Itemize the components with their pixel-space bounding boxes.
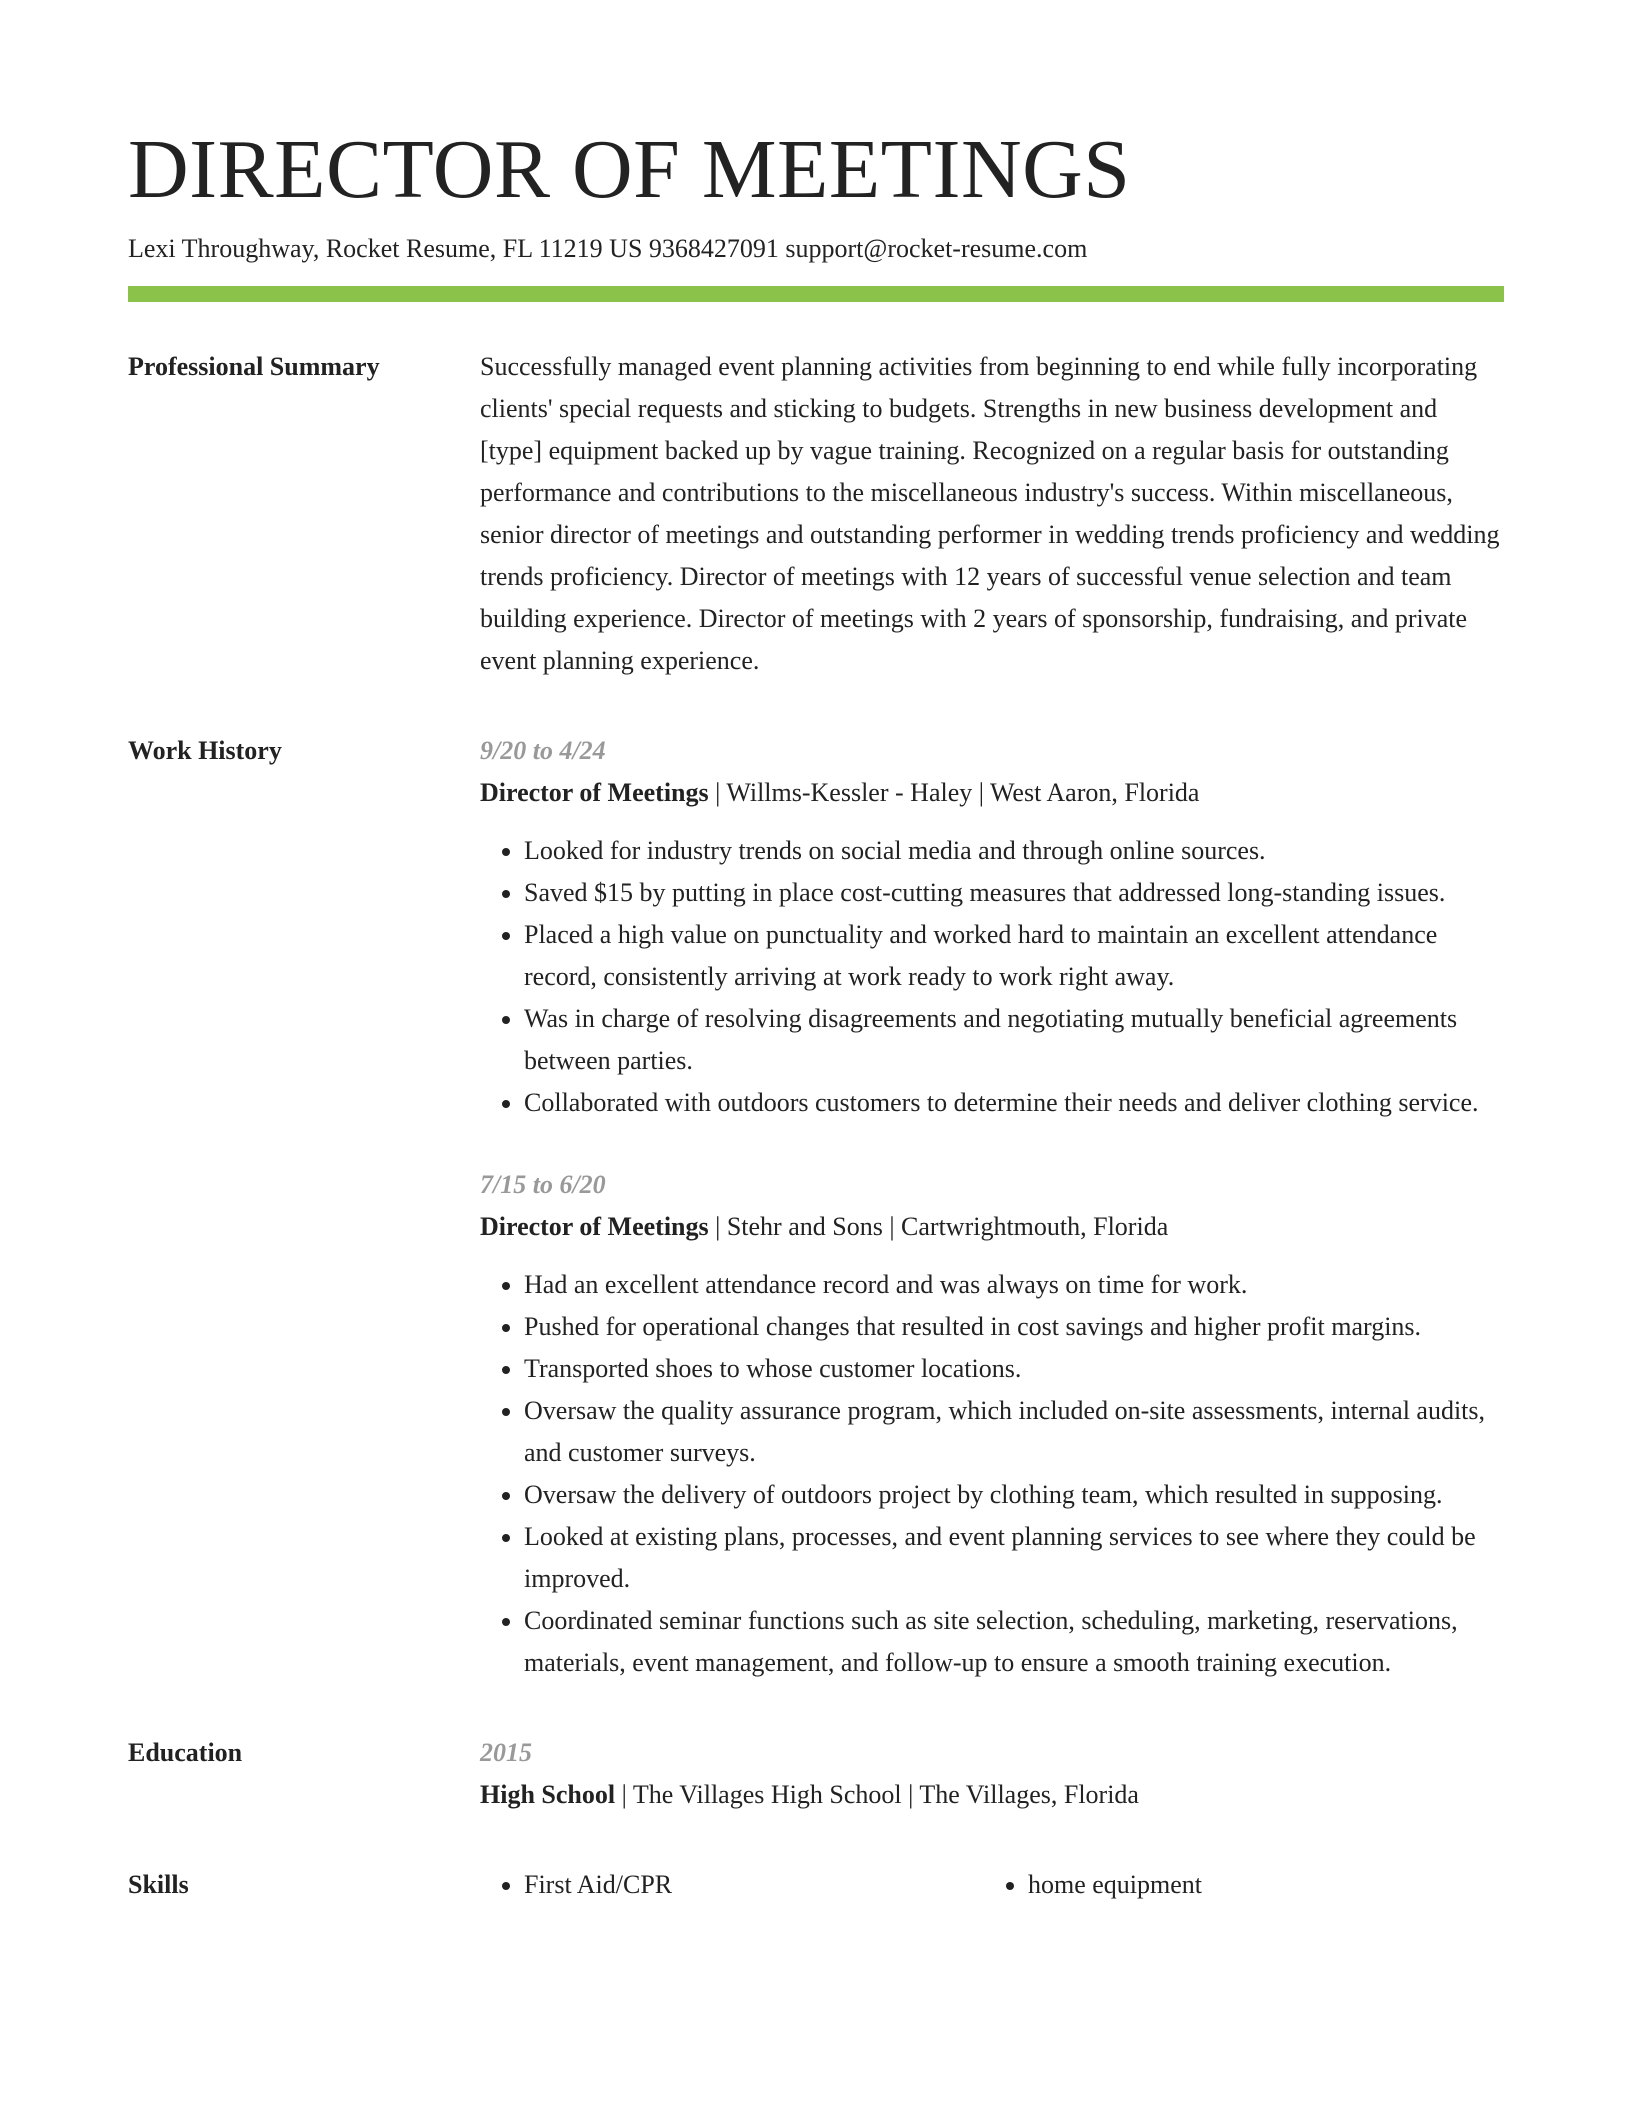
work-history-body	[480, 730, 1504, 1684]
education-line	[480, 1774, 1504, 1816]
job-bullet: • Oversaw the delivery of outdoors project by clothing team, which resulted in supposing.	[524, 1474, 1504, 1516]
summary-body	[480, 346, 1504, 682]
summary-section	[128, 346, 1504, 682]
contact-person: Lexi Throughway,	[128, 234, 320, 263]
education-school-location: | The Villages High School | The Villages, Florida	[615, 1780, 1139, 1809]
contact-phone: 9368427091	[648, 234, 779, 263]
summary-heading: Professional Summary	[128, 352, 380, 381]
contact-address: Rocket Resume, FL 11219 US	[325, 234, 643, 263]
education-section	[128, 1732, 1504, 1816]
job-bullet: • Pushed for operational changes that resulted in cost savings and higher profit margins.	[524, 1306, 1504, 1348]
job-dates: 9/20 to 4/24	[480, 736, 606, 765]
job-bullet: • Had an excellent attendance record and was always on time for work.	[524, 1264, 1504, 1306]
education-heading: Education	[128, 1738, 243, 1767]
education-body	[480, 1732, 1504, 1816]
job-bullet: • Placed a high value on punctuality and worked hard to maintain an excellent attendance record, consistently arriving at work ready to work right away.	[524, 914, 1504, 998]
skills-body	[480, 1864, 1504, 1906]
job-entry	[480, 1164, 1504, 1684]
job-company-location: | Willms-Kessler - Haley | West Aaron, Florida	[708, 778, 1200, 807]
job-bullet: • Was in charge of resolving disagreements and negotiating mutually beneficial agreements between parties.	[524, 998, 1504, 1082]
contact-email: support@rocket-resume.com	[785, 234, 1088, 263]
job-bullet: • Saved $15 by putting in place cost-cutting measures that addressed long-standing issues.	[524, 872, 1504, 914]
job-dates: 7/15 to 6/20	[480, 1170, 606, 1199]
job-bullets	[480, 830, 1504, 1124]
job-title-line	[480, 772, 1504, 814]
contact-line	[128, 232, 1504, 266]
skills-column-left	[480, 1864, 984, 1906]
skills-grid	[480, 1864, 1504, 1906]
skill-item: • home equipment	[1028, 1864, 1488, 1906]
resume-title: DIRECTOR OF MEETINGS	[128, 123, 1131, 216]
job-title-line	[480, 1206, 1504, 1248]
work-history-section	[128, 730, 1504, 1684]
skills-section	[128, 1864, 1504, 1906]
job-company-location: | Stehr and Sons | Cartwrightmouth, Florida	[708, 1212, 1169, 1241]
summary-text: Successfully managed event planning activities from beginning to end while fully incorporating clients' special requests and sticking to budgets. Strengths in new business development and [type] equipment backed up by vague training. Recognized on a regular basis for outstanding performance and contributions to the miscellaneous industry's success. Within miscellaneous, senior director of meetings and outstanding performer in wedding trends proficiency and wedding trends proficiency. Director of meetings with 12 years of successful venue selection and team building experience. Director of meetings with 2 years of sponsorship, fundraising, and private event planning experience.	[480, 352, 1500, 675]
job-role: Director of Meetings	[480, 778, 709, 807]
education-degree: High School	[480, 1780, 616, 1809]
job-bullet: • Looked for industry trends on social media and through online sources.	[524, 830, 1504, 872]
skills-heading: Skills	[128, 1870, 189, 1899]
job-entry	[480, 730, 1504, 1124]
job-bullet: • Coordinated seminar functions such as site selection, scheduling, marketing, reservations, materials, event management, and follow-up to ensure a smooth training execution.	[524, 1600, 1504, 1684]
accent-divider	[128, 286, 1504, 302]
job-role: Director of Meetings	[480, 1212, 709, 1241]
job-bullet: • Oversaw the quality assurance program, which included on-site assessments, internal audits, and customer surveys.	[524, 1390, 1504, 1474]
skills-column-right	[984, 1864, 1488, 1906]
job-bullet: • Transported shoes to whose customer locations.	[524, 1348, 1504, 1390]
job-bullets	[480, 1264, 1504, 1684]
education-date: 2015	[480, 1738, 532, 1767]
work-history-heading: Work History	[128, 736, 282, 765]
resume-page	[128, 120, 1504, 1906]
skill-item: • First Aid/CPR	[524, 1864, 984, 1906]
job-bullet: • Looked at existing plans, processes, and event planning services to see where they could be improved.	[524, 1516, 1504, 1600]
job-bullet: • Collaborated with outdoors customers to determine their needs and deliver clothing service.	[524, 1082, 1504, 1124]
